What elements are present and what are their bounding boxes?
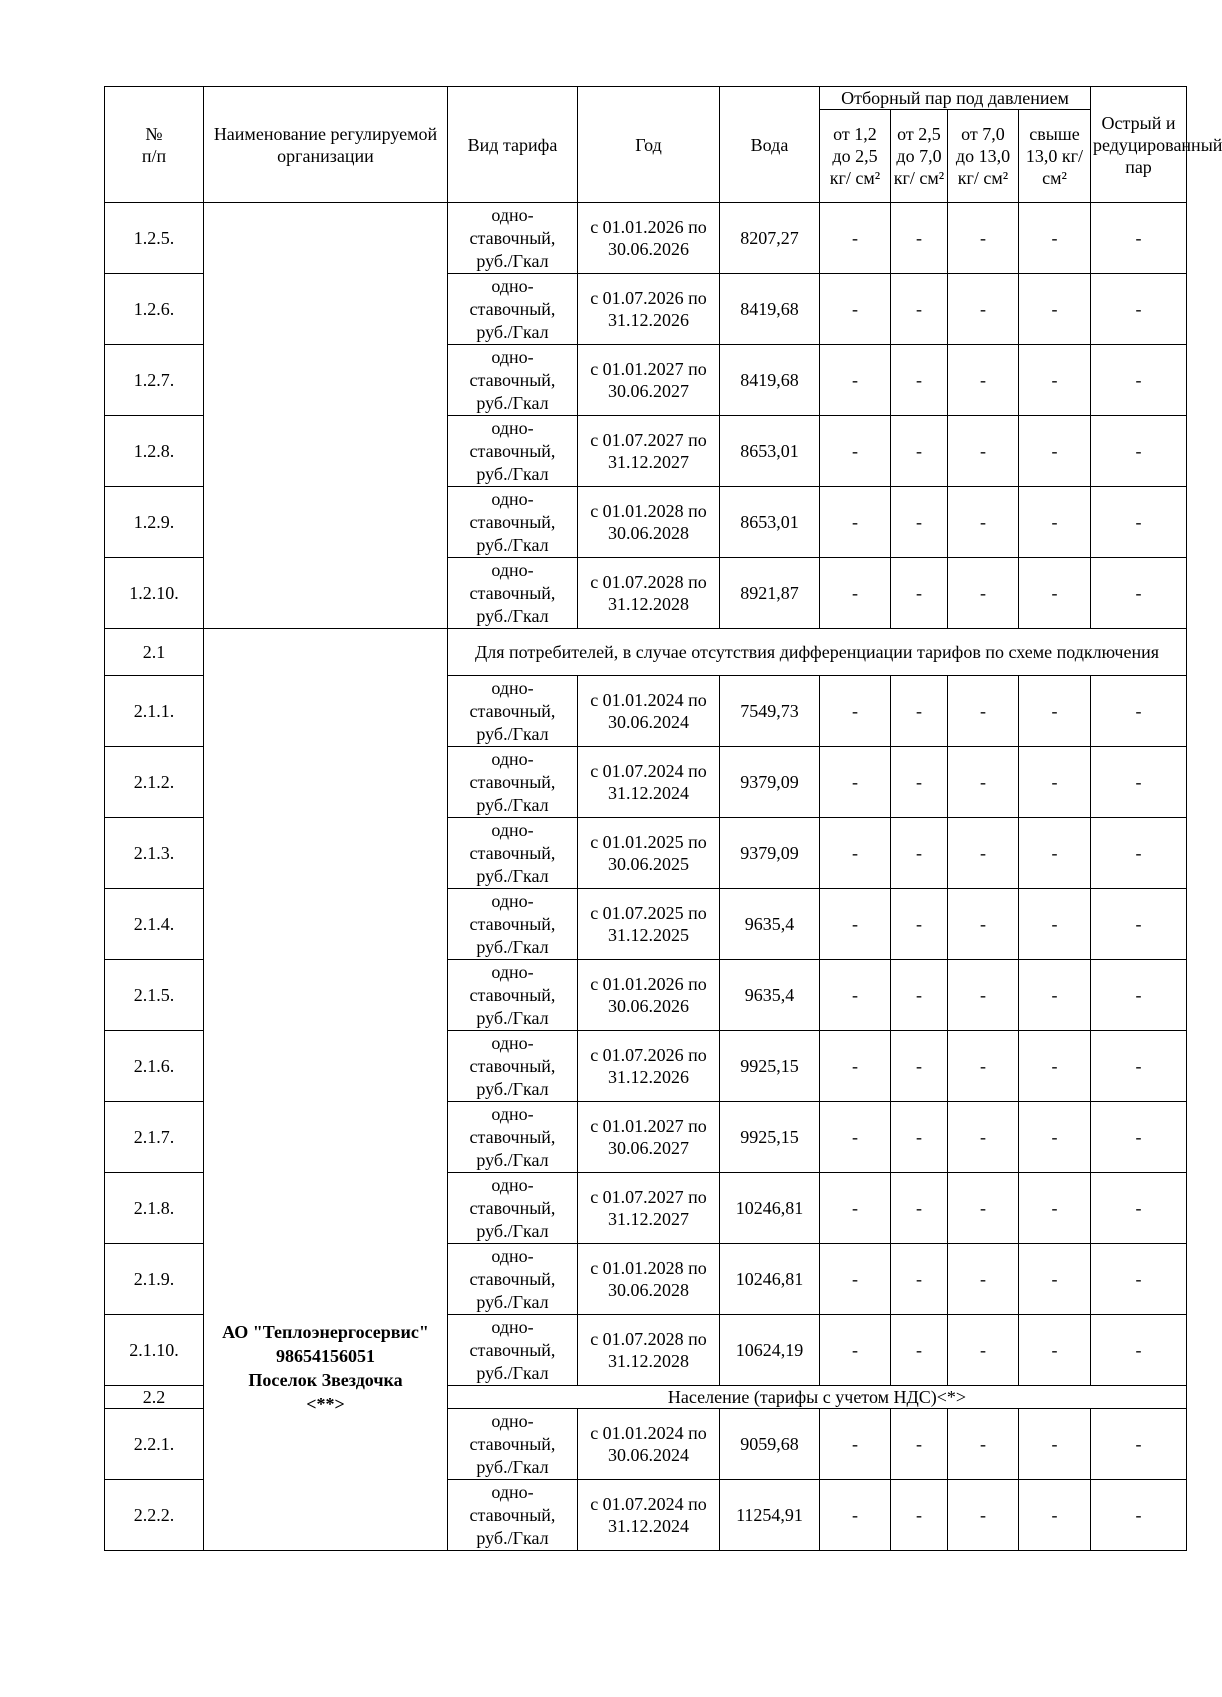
cell-line: ставочный, [469, 1504, 556, 1525]
dash-cell: - [891, 1031, 948, 1102]
dash-cell: - [1091, 416, 1187, 487]
cell-line: с 01.07.2028 по [590, 1329, 707, 1349]
cell-line: с 01.07.2026 по [590, 1045, 707, 1065]
dash-cell: - [948, 747, 1019, 818]
section-title: Для потребителей, в случае отсутствия дифференциации тарифов по схеме подключения [448, 629, 1187, 676]
cell-line: ставочный, [469, 1268, 556, 1289]
dash-cell: - [820, 558, 891, 629]
dash-cell: - [948, 1244, 1019, 1315]
cell-line: с 01.07.2024 по [590, 761, 707, 781]
cell-line: с 01.07.2027 по [590, 1187, 707, 1207]
cell-line: одно- [491, 204, 534, 225]
cell-line: руб./Гкал [476, 1362, 549, 1383]
organization-line4: <**> [306, 1394, 345, 1414]
cell-line: ставочный, [469, 582, 556, 603]
cell-line: 31.12.2028 [608, 1351, 689, 1371]
header-pressure-1: от 1,2 до 2,5 кг/ см² [820, 110, 891, 203]
cell-line: с 01.01.2027 по [590, 359, 707, 379]
cell-line: одно- [491, 1410, 534, 1431]
tariff-table [104, 86, 1222, 1551]
cell-line: ставочный, [469, 1433, 556, 1454]
dash-cell: - [820, 487, 891, 558]
cell-line: одно- [491, 346, 534, 367]
row-number: 2.1.6. [105, 1031, 204, 1102]
cell-line: одно- [491, 417, 534, 438]
dash-cell: - [948, 203, 1019, 274]
cell-line: ставочный, [469, 842, 556, 863]
dash-cell: - [948, 1409, 1019, 1480]
dash-cell: - [820, 1244, 891, 1315]
dash-cell: - [820, 960, 891, 1031]
cell-line: ставочный, [469, 1126, 556, 1147]
dash-cell: - [1019, 818, 1091, 889]
dash-cell: - [1091, 818, 1187, 889]
cell-line: с 01.07.2026 по [590, 288, 707, 308]
cell-line: 30.06.2026 [608, 996, 689, 1016]
tariff-type-cell [448, 203, 578, 274]
water-value: 9059,68 [720, 1409, 820, 1480]
water-value: 9379,09 [720, 818, 820, 889]
dash-cell: - [820, 889, 891, 960]
row-number: 1.2.5. [105, 203, 204, 274]
row-number: 1.2.7. [105, 345, 204, 416]
cell-line: 31.12.2025 [608, 925, 689, 945]
section-title: Население (тарифы с учетом НДС)<*> [448, 1386, 1187, 1409]
dash-cell: - [948, 960, 1019, 1031]
row-number: 2.1.2. [105, 747, 204, 818]
cell-line: ставочный, [469, 511, 556, 532]
dash-cell: - [820, 676, 891, 747]
cell-line: руб./Гкал [476, 321, 549, 342]
row-number: 1.2.8. [105, 416, 204, 487]
period-cell [578, 889, 720, 960]
dash-cell: - [1019, 960, 1091, 1031]
tariff-type-cell [448, 1244, 578, 1315]
cell-line: руб./Гкал [476, 936, 549, 957]
cell-line: руб./Гкал [476, 1078, 549, 1099]
row-number: 1.2.9. [105, 487, 204, 558]
cell-line: одно- [491, 819, 534, 840]
period-cell [578, 1173, 720, 1244]
dash-cell: - [1091, 345, 1187, 416]
cell-line: ставочный, [469, 440, 556, 461]
cell-line: руб./Гкал [476, 723, 549, 744]
cell-line: с 01.01.2027 по [590, 1116, 707, 1136]
water-value: 9925,15 [720, 1102, 820, 1173]
cell-line: 31.12.2026 [608, 310, 689, 330]
cell-line: одно- [491, 1174, 534, 1195]
period-cell [578, 345, 720, 416]
cell-line: одно- [491, 1245, 534, 1266]
cell-line: руб./Гкал [476, 463, 549, 484]
cell-line: 30.06.2028 [608, 523, 689, 543]
dash-cell: - [891, 1409, 948, 1480]
dash-cell: - [891, 1315, 948, 1386]
dash-cell: - [891, 676, 948, 747]
cell-line: 31.12.2027 [608, 452, 689, 472]
row-number: 2.1.7. [105, 1102, 204, 1173]
row-number: 2.1.3. [105, 818, 204, 889]
cell-line: 30.06.2028 [608, 1280, 689, 1300]
cell-line: руб./Гкал [476, 1291, 549, 1312]
dash-cell: - [948, 1315, 1019, 1386]
header-pressure-2: от 2,5 до 7,0 кг/ см² [891, 110, 948, 203]
cell-line: одно- [491, 275, 534, 296]
water-value: 8921,87 [720, 558, 820, 629]
cell-line: одно- [491, 748, 534, 769]
water-value: 10246,81 [720, 1173, 820, 1244]
cell-line: руб./Гкал [476, 1456, 549, 1477]
cell-line: с 01.01.2028 по [590, 501, 707, 521]
tariff-type-cell [448, 960, 578, 1031]
cell-line: одно- [491, 1481, 534, 1502]
water-value: 9635,4 [720, 889, 820, 960]
dash-cell: - [1091, 203, 1187, 274]
header-pressure-4: свыше 13,0 кг/ см² [1019, 110, 1091, 203]
dash-cell: - [1019, 889, 1091, 960]
row-number: 2.1.8. [105, 1173, 204, 1244]
cell-line: с 01.07.2028 по [590, 572, 707, 592]
dash-cell: - [948, 1031, 1019, 1102]
dash-cell: - [891, 1102, 948, 1173]
row-number: 2.1.10. [105, 1315, 204, 1386]
dash-cell: - [891, 416, 948, 487]
row-number: 1.2.10. [105, 558, 204, 629]
dash-cell: - [891, 487, 948, 558]
tariff-type-cell [448, 1031, 578, 1102]
period-cell [578, 960, 720, 1031]
water-value: 9635,4 [720, 960, 820, 1031]
dash-cell: - [948, 676, 1019, 747]
dash-cell: - [891, 274, 948, 345]
dash-cell: - [820, 1102, 891, 1173]
header-org-name: Наименование регулируемой организации [204, 87, 448, 203]
cell-line: одно- [491, 488, 534, 509]
dash-cell: - [891, 747, 948, 818]
cell-line: руб./Гкал [476, 794, 549, 815]
table-body [105, 203, 1187, 1551]
water-value: 11254,91 [720, 1480, 820, 1551]
header-num: № п/п [105, 87, 204, 203]
period-cell [578, 558, 720, 629]
cell-line: руб./Гкал [476, 1007, 549, 1028]
header-year: Год [578, 87, 720, 203]
cell-line: 30.06.2026 [608, 239, 689, 259]
period-cell [578, 1031, 720, 1102]
tariff-type-cell [448, 487, 578, 558]
period-cell [578, 1244, 720, 1315]
cell-line: 31.12.2026 [608, 1067, 689, 1087]
row-number: 1.2.6. [105, 274, 204, 345]
water-value: 8419,68 [720, 274, 820, 345]
tariff-type-cell [448, 274, 578, 345]
dash-cell: - [948, 1173, 1019, 1244]
cell-line: одно- [491, 1103, 534, 1124]
dash-cell: - [1091, 1409, 1187, 1480]
period-cell [578, 274, 720, 345]
cell-line: руб./Гкал [476, 1149, 549, 1170]
cell-line: ставочный, [469, 771, 556, 792]
water-value: 10624,19 [720, 1315, 820, 1386]
water-value: 7549,73 [720, 676, 820, 747]
period-cell [578, 676, 720, 747]
cell-line: с 01.07.2024 по [590, 1494, 707, 1514]
dash-cell: - [948, 416, 1019, 487]
dash-cell: - [948, 274, 1019, 345]
period-cell [578, 1409, 720, 1480]
cell-line: ставочный, [469, 227, 556, 248]
dash-cell: - [1091, 1031, 1187, 1102]
tariff-type-cell [448, 1480, 578, 1551]
cell-line: руб./Гкал [476, 534, 549, 555]
row-number: 2.2.2. [105, 1480, 204, 1551]
period-cell [578, 416, 720, 487]
dash-cell: - [820, 818, 891, 889]
cell-line: ставочный, [469, 984, 556, 1005]
dash-cell: - [1019, 558, 1091, 629]
cell-line: руб./Гкал [476, 250, 549, 271]
cell-line: с 01.07.2027 по [590, 430, 707, 450]
dash-cell: - [1091, 487, 1187, 558]
tariff-type-cell [448, 1102, 578, 1173]
cell-line: с 01.01.2024 по [590, 1423, 707, 1443]
water-value: 8419,68 [720, 345, 820, 416]
water-value: 9925,15 [720, 1031, 820, 1102]
dash-cell: - [948, 558, 1019, 629]
dash-cell: - [1019, 203, 1091, 274]
dash-cell: - [891, 558, 948, 629]
cell-line: ставочный, [469, 1055, 556, 1076]
cell-line: 31.12.2028 [608, 594, 689, 614]
tariff-type-cell [448, 747, 578, 818]
dash-cell: - [1019, 345, 1091, 416]
cell-line: ставочный, [469, 1339, 556, 1360]
dash-cell: - [820, 345, 891, 416]
dash-cell: - [820, 1031, 891, 1102]
dash-cell: - [820, 1480, 891, 1551]
cell-line: одно- [491, 677, 534, 698]
cell-line: с 01.01.2025 по [590, 832, 707, 852]
cell-line: одно- [491, 961, 534, 982]
cell-line: 30.06.2025 [608, 854, 689, 874]
cell-line: одно- [491, 1316, 534, 1337]
header-steam-group: Отборный пар под давлением [820, 87, 1091, 110]
period-cell [578, 1102, 720, 1173]
cell-line: 30.06.2024 [608, 712, 689, 732]
dash-cell: - [820, 203, 891, 274]
cell-line: 30.06.2027 [608, 381, 689, 401]
row-number: 2.1.1. [105, 676, 204, 747]
dash-cell: - [1019, 1315, 1091, 1386]
tariff-type-cell [448, 1409, 578, 1480]
dash-cell: - [1019, 747, 1091, 818]
cell-line: 31.12.2024 [608, 783, 689, 803]
tariff-type-cell [448, 558, 578, 629]
dash-cell: - [820, 1409, 891, 1480]
cell-line: 31.12.2024 [608, 1516, 689, 1536]
cell-line: 31.12.2027 [608, 1209, 689, 1229]
dash-cell: - [1019, 1409, 1091, 1480]
row-number: 2.1.4. [105, 889, 204, 960]
tariff-type-cell [448, 676, 578, 747]
cell-line: одно- [491, 559, 534, 580]
dash-cell: - [1091, 1173, 1187, 1244]
row-number: 2.2.1. [105, 1409, 204, 1480]
cell-line: руб./Гкал [476, 1220, 549, 1241]
tariff-type-cell [448, 818, 578, 889]
dash-cell: - [948, 487, 1019, 558]
dash-cell: - [891, 818, 948, 889]
dash-cell: - [891, 1480, 948, 1551]
cell-line: 30.06.2024 [608, 1445, 689, 1465]
dash-cell: - [1091, 1102, 1187, 1173]
dash-cell: - [820, 416, 891, 487]
tariff-type-cell [448, 1173, 578, 1244]
dash-cell: - [1019, 676, 1091, 747]
dash-cell: - [1091, 1315, 1187, 1386]
dash-cell: - [1091, 676, 1187, 747]
dash-cell: - [820, 1173, 891, 1244]
dash-cell: - [1091, 1244, 1187, 1315]
cell-line: руб./Гкал [476, 865, 549, 886]
cell-line: с 01.01.2026 по [590, 217, 707, 237]
period-cell [578, 747, 720, 818]
dash-cell: - [948, 1480, 1019, 1551]
period-cell [578, 203, 720, 274]
organization-line2: 98654156051 [276, 1346, 375, 1366]
cell-line: руб./Гкал [476, 605, 549, 626]
tariff-type-cell [448, 1315, 578, 1386]
tariff-type-cell [448, 416, 578, 487]
dash-cell: - [1091, 1480, 1187, 1551]
cell-line: ставочный, [469, 1197, 556, 1218]
organization-cell [204, 629, 448, 1551]
section-row [105, 629, 1187, 676]
period-cell [578, 818, 720, 889]
dash-cell: - [948, 1102, 1019, 1173]
water-value: 8207,27 [720, 203, 820, 274]
period-cell [578, 1315, 720, 1386]
dash-cell: - [1019, 1480, 1091, 1551]
cell-line: одно- [491, 1032, 534, 1053]
dash-cell: - [1091, 960, 1187, 1031]
cell-line: ставочный, [469, 913, 556, 934]
cell-line: с 01.01.2024 по [590, 690, 707, 710]
water-value: 10246,81 [720, 1244, 820, 1315]
dash-cell: - [1019, 274, 1091, 345]
cell-line: с 01.01.2028 по [590, 1258, 707, 1278]
dash-cell: - [1019, 1173, 1091, 1244]
dash-cell: - [820, 1315, 891, 1386]
dash-cell: - [820, 747, 891, 818]
cell-line: с 01.07.2025 по [590, 903, 707, 923]
tariff-type-cell [448, 889, 578, 960]
header-tariff-type: Вид тарифа [448, 87, 578, 203]
dash-cell: - [1091, 274, 1187, 345]
tariff-type-cell [448, 345, 578, 416]
table-row [105, 203, 1187, 274]
cell-line: с 01.01.2026 по [590, 974, 707, 994]
org-cell-blank [204, 203, 448, 629]
cell-line: ставочный, [469, 700, 556, 721]
dash-cell: - [1091, 747, 1187, 818]
cell-line: одно- [491, 890, 534, 911]
dash-cell: - [1019, 1102, 1091, 1173]
row-number: 2.1.9. [105, 1244, 204, 1315]
cell-line: ставочный, [469, 298, 556, 319]
period-cell [578, 1480, 720, 1551]
section-number: 2.1 [105, 629, 204, 676]
dash-cell: - [1019, 1244, 1091, 1315]
dash-cell: - [1091, 889, 1187, 960]
section-number: 2.2 [105, 1386, 204, 1409]
dash-cell: - [948, 889, 1019, 960]
cell-line: руб./Гкал [476, 1527, 549, 1548]
dash-cell: - [1019, 1031, 1091, 1102]
water-value: 9379,09 [720, 747, 820, 818]
cell-line: руб./Гкал [476, 392, 549, 413]
dash-cell: - [1019, 487, 1091, 558]
dash-cell: - [891, 960, 948, 1031]
header-pressure-3: от 7,0 до 13,0 кг/ см² [948, 110, 1019, 203]
row-number: 2.1.5. [105, 960, 204, 1031]
water-value: 8653,01 [720, 416, 820, 487]
dash-cell: - [891, 1244, 948, 1315]
dash-cell: - [891, 345, 948, 416]
header-water: Вода [720, 87, 820, 203]
dash-cell: - [1091, 558, 1187, 629]
water-value: 8653,01 [720, 487, 820, 558]
dash-cell: - [891, 203, 948, 274]
dash-cell: - [948, 818, 1019, 889]
organization-line1: АО "Теплоэнергосервис" [222, 1322, 429, 1342]
dash-cell: - [891, 1173, 948, 1244]
dash-cell: - [891, 889, 948, 960]
period-cell [578, 487, 720, 558]
dash-cell: - [948, 345, 1019, 416]
dash-cell: - [1019, 416, 1091, 487]
dash-cell: - [820, 274, 891, 345]
header-sharp-steam: Острый и редуцированный пар [1091, 87, 1187, 203]
cell-line: ставочный, [469, 369, 556, 390]
cell-line: 30.06.2027 [608, 1138, 689, 1158]
organization-line3: Поселок Звездочка [248, 1370, 403, 1390]
